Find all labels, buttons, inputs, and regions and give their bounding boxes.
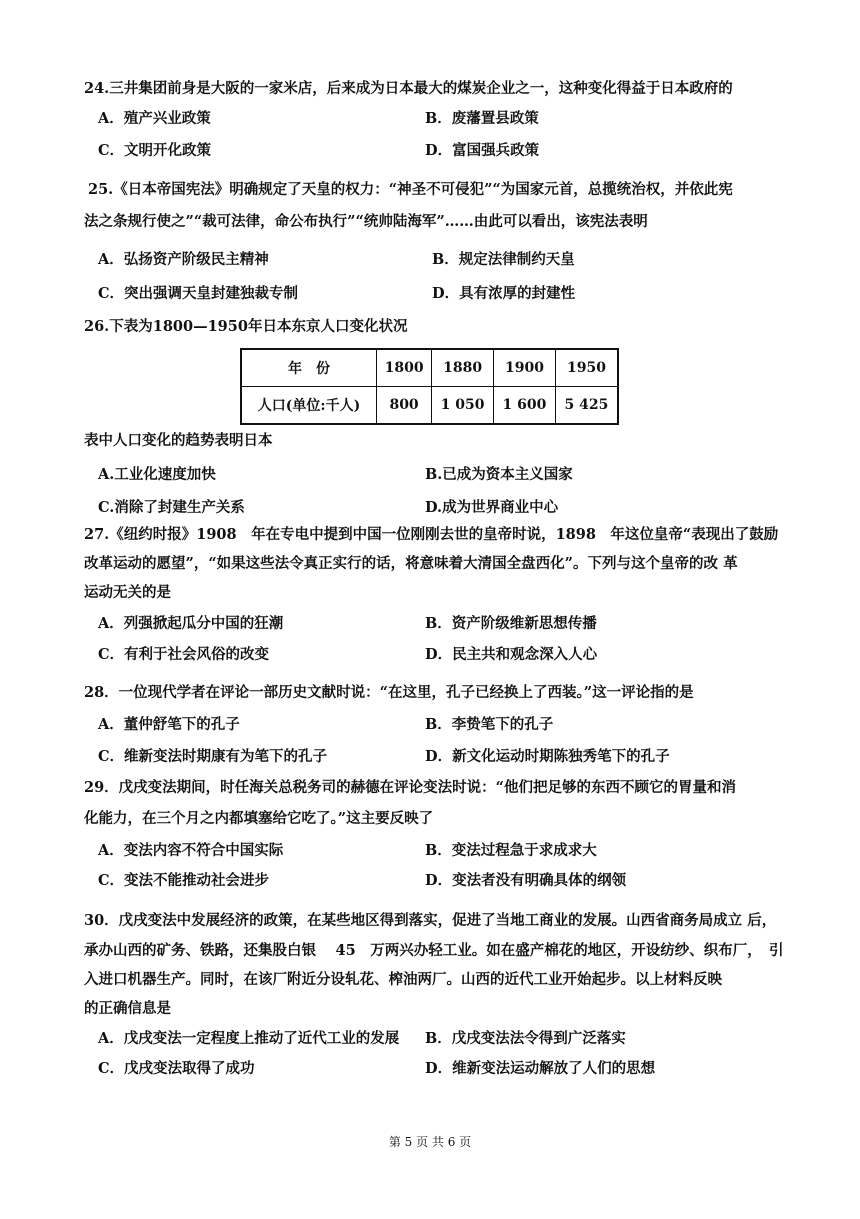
q30-stem-line1: 30．戊戌变法中发展经济的政策，在某些地区得到落实，促进了当地工商业的发展。山西省商务局成立 后， [84,912,777,929]
q24-option-b: B．废藩置县政策 [425,110,539,127]
q29-option-d: D．变法者没有明确具体的纲领 [425,872,627,889]
q24-option-c: C．文明开化政策 [98,142,212,159]
q30-stem-line4: 的正确信息是 [84,1000,171,1017]
q28-option-d: D．新文化运动时期陈独秀笔下的孔子 [425,748,670,765]
q30-option-b: B．戊戌变法法令得到广泛落实 [425,1030,626,1047]
q27-option-c: C．有利于社会风俗的改变 [98,646,270,663]
q26-option-c: C.消除了封建生产关系 [98,499,245,516]
q28-option-b: B．李贽笔下的孔子 [425,716,554,733]
q29-stem-line2: 化能力，在三个月之内都填塞给它吃了。”这主要反映了 [84,810,434,827]
population-table [240,348,619,425]
q29-option-a: A．变法内容不符合中国实际 [98,842,284,859]
q27-stem-line3: 运动无关的是 [84,584,171,601]
q26-option-d: D.成为世界商业中心 [425,499,559,516]
q27-option-d: D．民主共和观念深入人心 [425,646,598,663]
q25-option-a: A．弘扬资产阶级民主精神 [98,251,269,268]
q30-stem-line3: 入进口机器生产。同时，在该厂附近分设轧花、榨油两厂。山西的近代工业开始起步。以上材料反映 [84,971,722,988]
table-row [241,387,618,425]
q27-stem-line2: 改革运动的愿望”，“如果这些法令真正实行的话，将意味着大清国全盘西化”。下列与这个皇帝的改 革 [84,555,738,572]
q29-option-c: C．变法不能推动社会进步 [98,872,270,889]
q26-option-a: A.工业化速度加快 [98,466,216,483]
q27-option-a: A．列强掀起瓜分中国的狂潮 [98,615,284,632]
q25-stem-line1: 25.《日本帝国宪法》明确规定了天皇的权力：“神圣不可侵犯”“为国家元首，总揽统治权，并依此宪 [88,181,733,198]
q30-option-d: D．维新变法运动解放了人们的思想 [425,1060,656,1077]
page-footer: 第 5 页 共 6 页 [388,1135,472,1149]
q30-stem-line2: 承办山西的矿务、铁路，还集股白银 45 万两兴办轻工业。如在盛产棉花的地区，开设纺纱、织布厂， 引 [84,942,784,959]
q25-option-c: C．突出强调天皇封建独裁专制 [98,285,299,302]
q25-option-b: B．规定法律制约天皇 [432,251,575,268]
table-cell: 1 600 [494,387,556,425]
q28-option-c: C．维新变法时期康有为笔下的孔子 [98,748,328,765]
q25-option-d: D．具有浓厚的封建性 [432,285,576,302]
q26-followup: 表中人口变化的趋势表明日本 [84,432,273,449]
q28-option-a: A．董仲舒笔下的孔子 [98,716,240,733]
q26-option-b: B.已成为资本主义国家 [425,466,573,483]
table-row [241,349,618,387]
table-cell: 1880 [432,349,494,387]
q30-option-c: C．戊戌变法取得了成功 [98,1060,255,1077]
table-cell: 5 425 [555,387,618,425]
table-cell: 1800 [377,349,432,387]
q25-stem-line2: 法之条规行使之”“裁可法律，命公布执行”“统帅陆海军”……由此可以看出，该宪法表明 [84,213,648,230]
q27-option-b: B．资产阶级维新思想传播 [425,615,597,632]
q29-stem-line1: 29．戊戌变法期间，时任海关总税务司的赫德在评论变法时说：“他们把足够的东西不顾它的胃量和消 [84,779,737,796]
table-cell: 年 份 [241,349,377,387]
table-cell: 1900 [494,349,556,387]
table-cell: 人口(单位:千人) [241,387,377,425]
table-cell: 1950 [555,349,618,387]
q24-option-a: A．殖产兴业政策 [98,110,211,127]
q24-stem: 24.三井集团前身是大阪的一家米店，后来成为日本最大的煤炭企业之一，这种变化得益于日本政府的 [84,80,733,97]
q30-option-a: A．戊戌变法一定程度上推动了近代工业的发展 [98,1030,400,1047]
table-cell: 800 [377,387,432,425]
q29-option-b: B．变法过程急于求成求大 [425,842,597,859]
q27-stem-line1: 27.《纽约时报》1908 年在专电中提到中国一位刚刚去世的皇帝时说，1898 年这位皇帝“表现出了鼓励 [84,526,779,543]
table-cell: 1 050 [432,387,494,425]
q24-option-d: D．富国强兵政策 [425,142,540,159]
q28-stem: 28．一位现代学者在评论一部历史文献时说：“在这里，孔子已经换上了西装。”这一评论指的是 [84,684,694,701]
q26-stem: 26.下表为1800—1950年日本东京人口变化状况 [84,318,408,335]
